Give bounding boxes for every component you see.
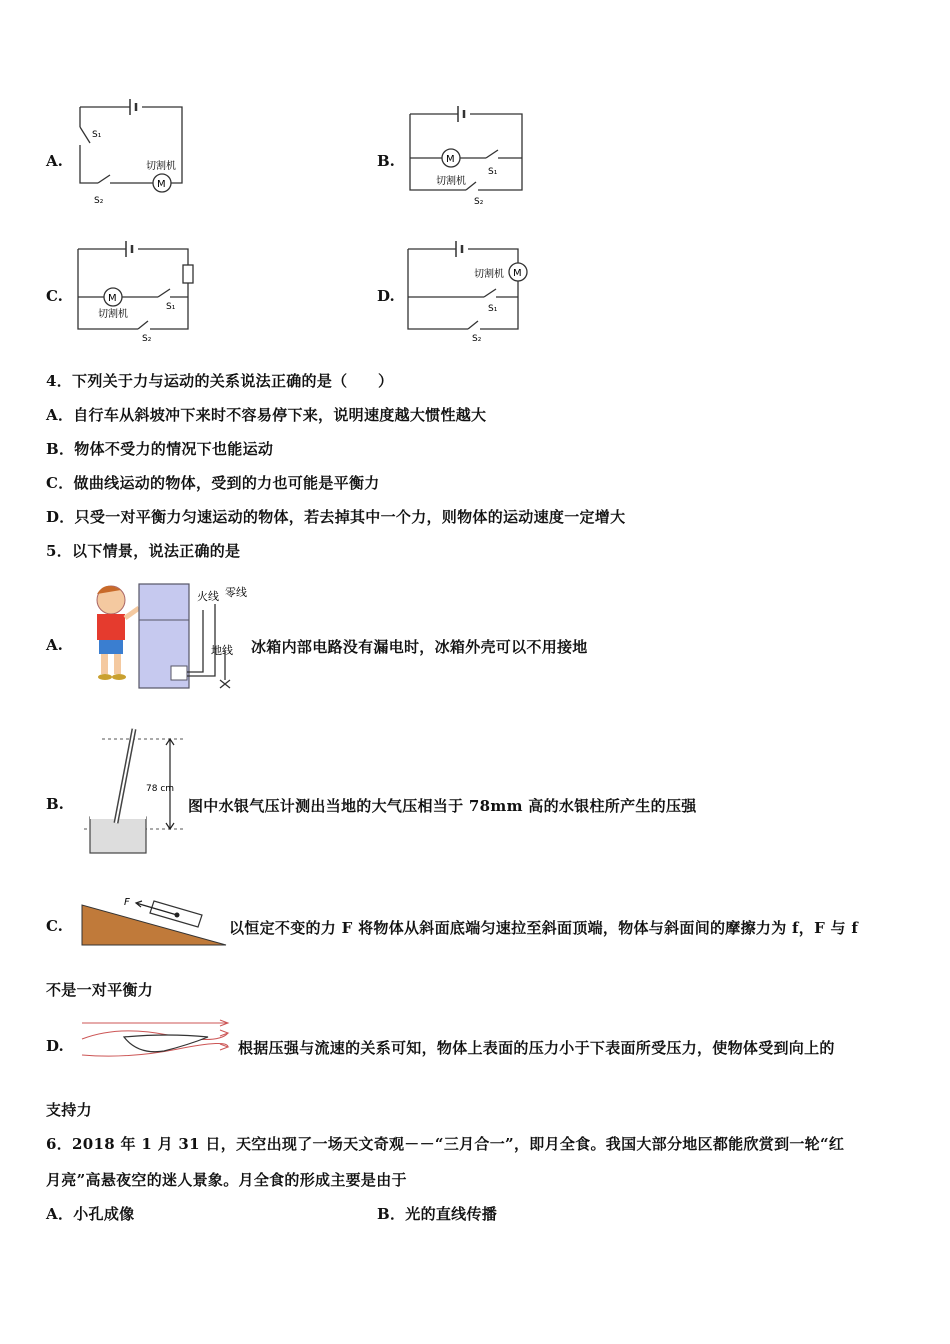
q5-option-d-label: D. [46, 1037, 64, 1055]
switch-s1-label: S₁ [488, 304, 498, 314]
q5-option-a-label: A. [46, 636, 63, 654]
q5-option-b-text: 图中水银气压计测出当地的大气压相当于 78mm 高的水银柱所产生的压强 [188, 797, 697, 815]
question-4-option-a: A．自行车从斜坡冲下来时不容易停下来，说明速度越大惯性越大 [46, 406, 487, 424]
airfoil-flow-illustration [78, 1015, 233, 1070]
switch-s2-label: S₂ [94, 196, 104, 206]
circuit-diagram-a [70, 95, 210, 215]
q5-option-c-text-cont: 不是一对平衡力 [46, 981, 154, 999]
q5-option-a-text: 冰箱内部电路没有漏电时，冰箱外壳可以不用接地 [251, 638, 588, 656]
question-6-stem-line1: 6．2018 年 1 月 31 日，天空出现了一场天文奇观－－“三月合一”，即月全食。我国大部分地区都能欣赏到一轮“红 [46, 1135, 845, 1153]
option-c-label: C. [46, 287, 63, 305]
switch-s1-label: S₁ [92, 130, 102, 140]
q5-option-b-label: B. [46, 795, 64, 813]
incline-illustration [80, 895, 230, 950]
mercury-barometer-illustration [80, 725, 190, 860]
motor-symbol: M [108, 293, 117, 304]
neutral-wire-label: 零线 [225, 586, 247, 599]
force-label: F [124, 897, 130, 908]
circuit-diagram-b [400, 100, 540, 210]
question-6-option-a: A．小孔成像 [46, 1205, 135, 1223]
circuit-diagram-c [70, 235, 210, 350]
question-6-option-b: B．光的直线传播 [377, 1205, 498, 1223]
option-b-label: B. [377, 152, 395, 170]
cutter-label: 切割机 [98, 309, 128, 320]
question-4-option-c: C．做曲线运动的物体，受到的力也可能是平衡力 [46, 474, 380, 492]
option-d-label: D. [377, 287, 395, 305]
switch-s1-label: S₁ [488, 167, 498, 177]
question-4-option-d: D．只受一对平衡力匀速运动的物体，若去掉其中一个力，则物体的运动速度一定增大 [46, 508, 626, 526]
cutter-label: 切割机 [146, 161, 176, 172]
q5-option-d-text-cont: 支持力 [46, 1101, 92, 1119]
option-a-label: A. [46, 152, 63, 170]
motor-symbol: M [157, 179, 166, 190]
circuit-diagram-d [400, 235, 540, 350]
switch-s2-label: S₂ [142, 334, 152, 344]
q5-option-c-text: 以恒定不变的力 F 将物体从斜面底端匀速拉至斜面顶端，物体与斜面间的摩擦力为 f，F 与 f [229, 919, 859, 937]
question-4-option-b: B．物体不受力的情况下也能运动 [46, 440, 274, 458]
motor-symbol: M [446, 154, 455, 165]
live-wire-label: 火线 [197, 590, 219, 603]
cutter-label: 切割机 [436, 176, 466, 187]
q5-option-c-label: C. [46, 917, 63, 935]
question-6-stem-line2: 月亮”高悬夜空的迷人景象。月全食的形成主要是由于 [46, 1171, 407, 1189]
q5-option-d-text: 根据压强与流速的关系可知，物体上表面的压力小于下表面所受压力，使物体受到向上的 [238, 1039, 835, 1057]
switch-s2-label: S₂ [472, 334, 482, 344]
switch-s2-label: S₂ [474, 197, 484, 207]
fridge-grounding-illustration [75, 580, 250, 695]
ground-wire-label: 地线 [211, 644, 233, 657]
height-label: 78 cm [146, 784, 175, 794]
switch-s1-label: S₁ [166, 302, 176, 312]
question-4-stem: 4．下列关于力与运动的关系说法正确的是（ ） [46, 372, 394, 390]
motor-symbol: M [513, 268, 522, 279]
question-5-stem: 5．以下情景，说法正确的是 [46, 542, 241, 560]
cutter-label: 切割机 [474, 269, 504, 280]
